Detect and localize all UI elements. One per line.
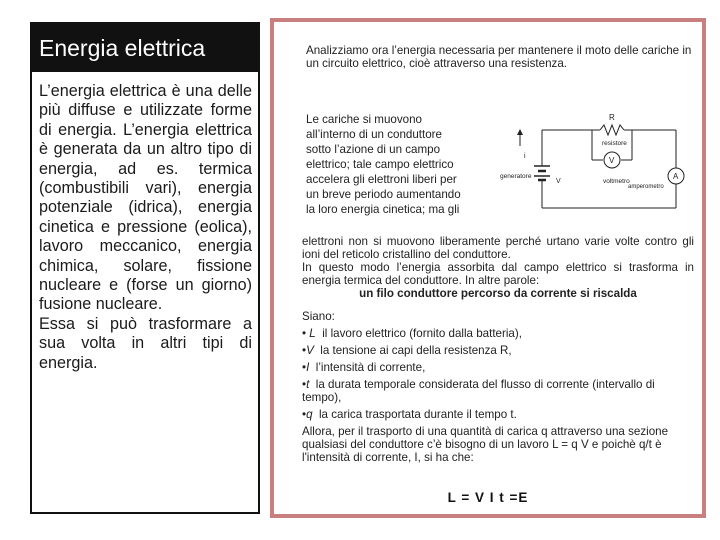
left-paragraph-2: Essa si può trasformare a sua volta in altri tipi di energia. bbox=[39, 314, 252, 372]
intro-text: Analizziamo ora l’energia necessaria per mantenere il moto delle cariche in un circuito elettrico, cioè attraverso una resistenza. bbox=[306, 44, 692, 70]
label-resistor: resistore bbox=[602, 140, 627, 147]
charges-line: sotto l’azione di un campo bbox=[306, 143, 441, 156]
list-item: •I l’intensità di corrente, bbox=[302, 361, 426, 374]
label-ammeter: amperometro bbox=[628, 184, 664, 190]
list-item: •t la durata temporale considerata del flusso di corrente (intervallo di tempo), bbox=[302, 378, 655, 404]
label-V: V bbox=[609, 156, 615, 165]
slide-title: Energia elettrica bbox=[32, 24, 258, 72]
right-panel bbox=[270, 18, 706, 518]
label-v-small: V bbox=[556, 178, 561, 185]
conclusion-paragraph: Allora, per il trasporto di una quantità di carica q attraverso una sezione qualsiasi del conduttore c’è bisogno di un lavoro L = q V e poichè q/t è l'intensità di corrente, I, si ha che: bbox=[302, 425, 669, 464]
energy-paragraph: In questo modo l’energia assorbita dal campo elettrico si trasforma in energia termica del conduttore. In altre parole: bbox=[302, 261, 694, 287]
list-item: •q la carica trasportata durante il tempo t. bbox=[302, 408, 517, 421]
left-paragraph-1: L’energia elettrica è una delle più diffuse e utilizzate forme di energia. L’energia elettrica è generata da un altro tipo di energia, ad es. termica (combustibili vari), energia potenziale (idrica), energia cinetica e pressione (eolica), lavoro meccanico, energia chimica, solare, fissione nucleare e (forse un giorno) fusione nucleare. bbox=[39, 82, 252, 314]
label-i: i bbox=[524, 153, 526, 160]
charges-line: Le cariche si muovono bbox=[306, 113, 422, 126]
charges-line: accelera gli elettroni liberi per bbox=[306, 173, 457, 186]
charges-paragraph bbox=[306, 112, 516, 217]
charges-line: elettrico; tale campo elettrico bbox=[306, 158, 454, 171]
left-panel bbox=[30, 22, 260, 514]
label-voltmeter: voltmetro bbox=[603, 178, 630, 185]
charges-line: all’interno di un conduttore bbox=[306, 128, 442, 141]
left-body bbox=[32, 72, 258, 373]
variables-list bbox=[302, 327, 694, 421]
circuit-diagram bbox=[500, 108, 700, 220]
siano-label: Siano: bbox=[302, 310, 335, 323]
label-A: A bbox=[673, 172, 679, 181]
list-item: • L il lavoro elettrico (fornito dalla batteria), bbox=[302, 327, 522, 340]
charges-continuation: elettroni non si muovono liberamente perché urtano varie volte contro gli ioni del reticolo cristallino del conduttore. bbox=[302, 235, 694, 261]
list-item: •V la tensione ai capi della resistenza R, bbox=[302, 344, 512, 357]
label-R: R bbox=[609, 113, 615, 122]
charges-line: un breve periodo aumentando bbox=[306, 188, 461, 201]
charges-line: la loro energia cinetica; ma gli bbox=[306, 203, 460, 216]
right-body bbox=[302, 235, 694, 464]
bold-statement: un filo conduttore percorso da corrente si riscalda bbox=[359, 287, 637, 300]
formula: L = V I t =E bbox=[447, 490, 529, 505]
label-generator: generatore bbox=[500, 173, 532, 180]
